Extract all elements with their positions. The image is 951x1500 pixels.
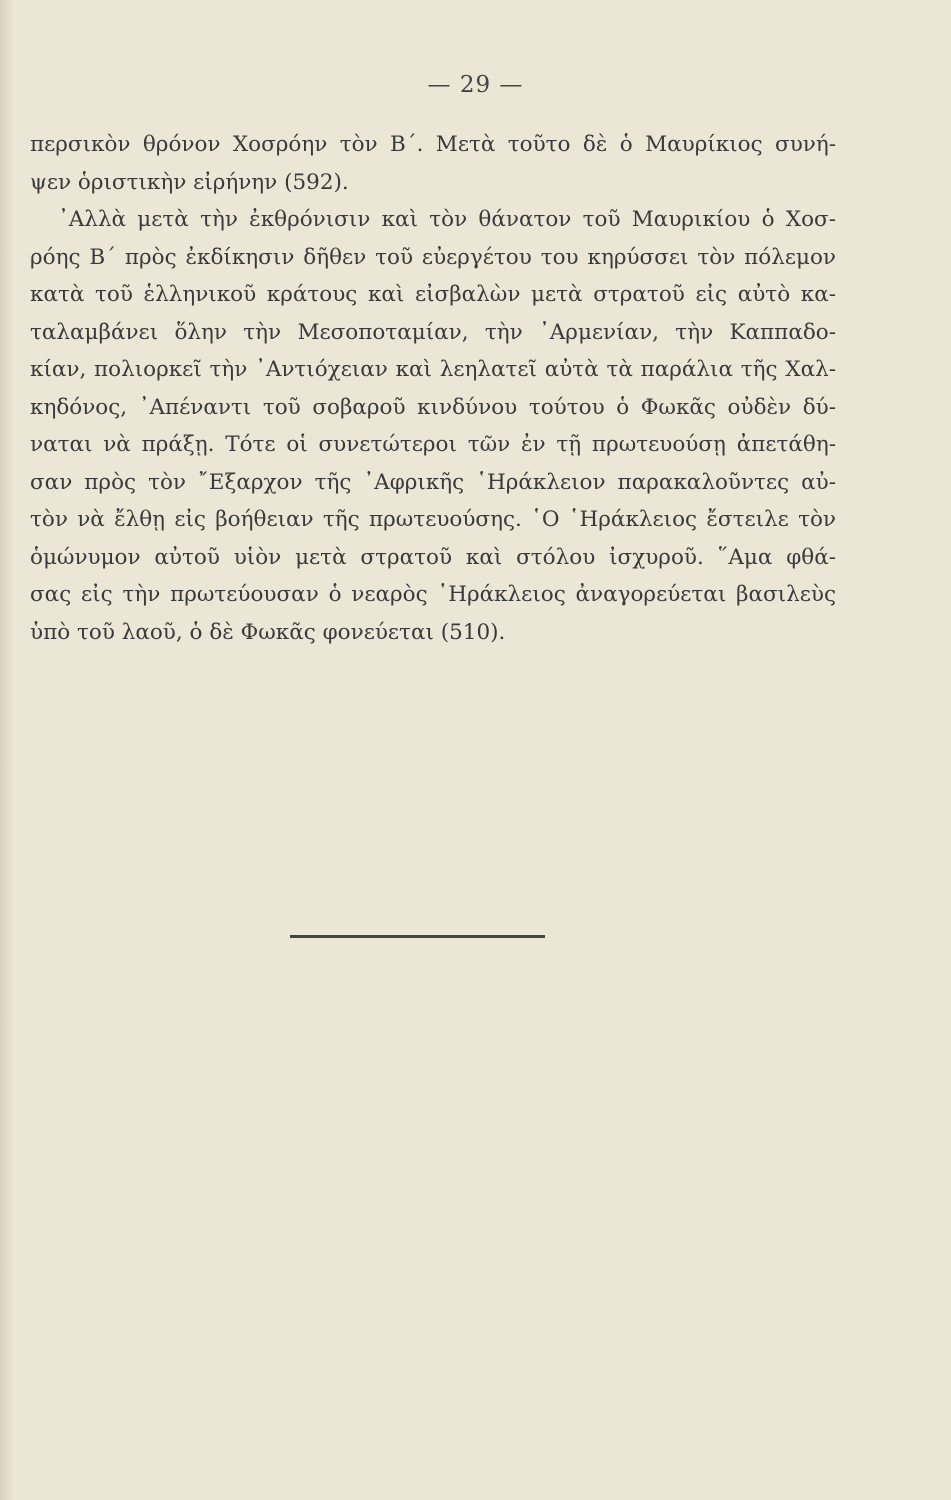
text-line: ρόης Β΄ πρὸς ἐκδίκησιν δῆθεν τοῦ εὐεργέτου του κηρύσσει τὸν πόλεμον (30, 244, 836, 270)
text-line: κατὰ τοῦ ἑλληνικοῦ κράτους καὶ εἰσβαλὼν μετὰ στρατοῦ εἰς αὐτὸ κα- (30, 282, 836, 307)
page-left-edge (0, 0, 14, 1500)
text-line: ταλαμβάνει ὅλην τὴν Μεσοποταμίαν, τὴν ᾿Αρμενίαν, τὴν Καππαδο- (30, 319, 836, 345)
text-line: ὁμώνυμον αὐτοῦ υἱὸν μετὰ στρατοῦ καὶ στόλου ἰσχυροῦ. ῞Αμα φθά- (30, 544, 836, 570)
text-line: περσικὸν θρόνον Χοσρόην τὸν Β΄. Μετὰ τοῦτο δὲ ὁ Μαυρίκιος συνή- (30, 132, 836, 157)
text-line: σαν πρὸς τὸν ῎Εξαρχον τῆς ᾿Αφρικῆς ῾Ηράκλειον παρακαλοῦντες αὐ- (30, 469, 836, 495)
text-line: ὑπὸ τοῦ λαοῦ, ὁ δὲ Φωκᾶς φονεύεται (510). (30, 619, 506, 645)
section-divider (290, 935, 545, 938)
body-text (30, 126, 836, 651)
text-line: κίαν, πολιορκεῖ τὴν ᾿Αντιόχειαν καὶ λεηλατεῖ αὐτὰ τὰ παράλια τῆς Χαλ- (30, 357, 836, 382)
text-line: κηδόνος, ᾿Απέναντι τοῦ σοβαροῦ κινδύνου τούτου ὁ Φωκᾶς οὐδὲν δύ- (30, 394, 836, 420)
page-number: — 29 — (427, 72, 524, 98)
text-line: ᾿Αλλὰ μετὰ τὴν ἐκθρόνισιν καὶ τὸν θάνατον τοῦ Μαυρικίου ὁ Χοσ- (58, 207, 836, 232)
text-line: σας εἰς τὴν πρωτεύουσαν ὁ νεαρὸς ῾Ηράκλειος ἀναγορεύεται βασιλεὺς (30, 582, 836, 607)
text-line: ναται νὰ πράξῃ. Τότε οἱ συνετώτεροι τῶν ἐν τῇ πρωτευούσῃ ἀπετάθη- (30, 432, 836, 457)
text-line: τὸν νὰ ἔλθῃ εἰς βοήθειαν τῆς πρωτευούσης. ῾Ο ῾Ηράκλειος ἔστειλε τὸν (30, 507, 836, 532)
text-line: ψεν ὁριστικὴν εἰρήνην (592). (30, 169, 349, 195)
